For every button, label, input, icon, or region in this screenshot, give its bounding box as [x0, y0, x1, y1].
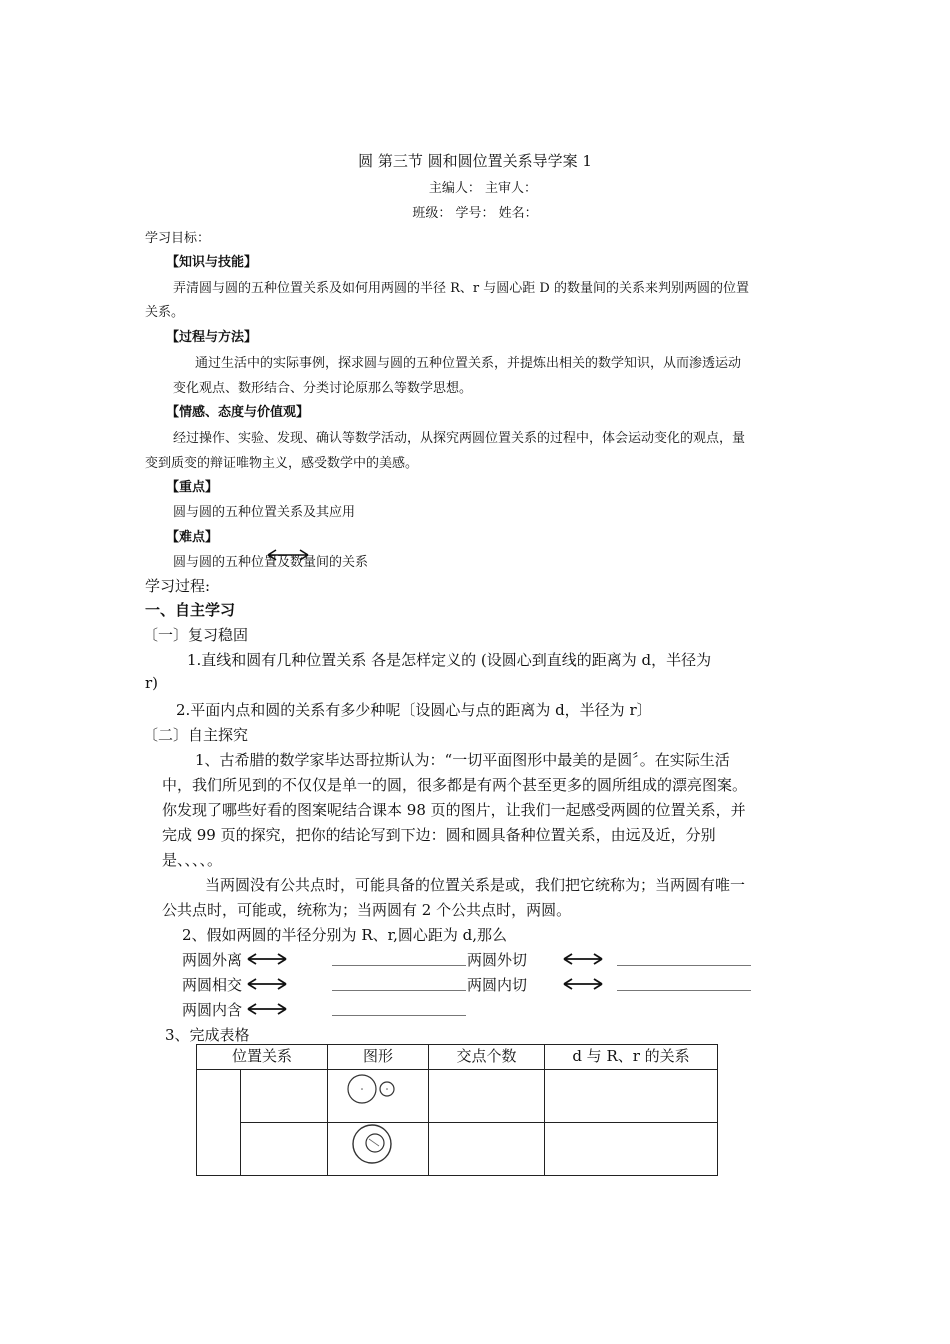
table-cell[interactable] — [545, 1070, 718, 1123]
knowledge-text-1: 弄清圆与圆的五种位置关系及如何用两圆的半径 R、r 与圆心距 D 的数量间的关系来判别两圆的位置 — [173, 281, 749, 296]
table-cell[interactable] — [197, 1070, 241, 1176]
table-header-cell: 交点个数 — [429, 1045, 545, 1070]
relation-contain-label: 两圆内含 — [182, 1001, 243, 1019]
process-text-2: 变化观点、数形结合、分类讨论原那么等数学思想。 — [173, 381, 473, 396]
paragraph-1-line-4: 完成 99 页的探究，把你的结论写到下边：圆和圆具备种位置关系，由远及近，分别 — [162, 826, 716, 844]
double-arrow-icon — [562, 977, 604, 991]
question-2: 2.平面内点和圆的关系有多少种呢〔设圆心与点的距离为 d，半径为 r〕 — [176, 701, 652, 719]
answer-blank[interactable] — [332, 964, 466, 966]
paragraph-3: 2、假如两圆的半径分别为 R、r,圆心距为 d,那么 — [182, 926, 508, 944]
table-cell — [328, 1123, 429, 1176]
paragraph-1-line-5: 是、、、、。 — [162, 851, 223, 869]
relations-table — [196, 1044, 718, 1176]
process-label: 学习过程: — [145, 577, 211, 595]
table-row — [197, 1123, 718, 1176]
objectives-label: 学习目标： — [145, 231, 211, 246]
answer-blank[interactable] — [332, 1014, 466, 1016]
explore-heading: 〔二〕自主探究 — [143, 726, 249, 744]
table-cell[interactable] — [429, 1123, 545, 1176]
section-self-study: 一、自主学习 — [145, 601, 236, 619]
table-cell[interactable] — [241, 1123, 328, 1176]
review-heading: 〔一〕复习稳固 — [143, 626, 249, 644]
relation-int-tangent-label: 两圆内切 — [467, 976, 528, 994]
double-arrow-icon — [266, 548, 310, 562]
knowledge-heading: 【知识与技能】 — [166, 255, 258, 270]
process-heading: 【过程与方法】 — [166, 330, 258, 345]
table-cell — [328, 1070, 429, 1123]
table-header-row — [197, 1045, 718, 1070]
paragraph-2-line-2: 公共点时，可能或，统称为；当两圆有 2 个公共点时，两圆。 — [162, 901, 572, 919]
circles-external-figure — [329, 1070, 427, 1118]
attitude-heading: 【情感、态度与价值观】 — [166, 405, 310, 420]
page-title: 圆 第三节 圆和圆位置关系导学案 1 — [358, 152, 592, 170]
double-arrow-icon — [246, 977, 288, 991]
attitude-text-2: 变到质变的辩证唯物主义，感受数学中的美感。 — [145, 456, 419, 471]
table-header-cell: d 与 R、r 的关系 — [545, 1045, 718, 1070]
editors-line: 主编人： 主审人： — [428, 181, 538, 196]
knowledge-text-2: 关系。 — [145, 305, 185, 320]
student-info-line: 班级： 学号： 姓名： — [412, 206, 538, 221]
relation-external-label: 两圆外离 — [182, 951, 243, 969]
answer-blank[interactable] — [617, 989, 751, 991]
double-arrow-icon — [562, 952, 604, 966]
key-point-text: 圆与圆的五种位置关系及其应用 — [173, 505, 356, 520]
process-text-1: 通过生活中的实际事例，探求圆与圆的五种位置关系，并提炼出相关的数学知识，从而渗透运动 — [195, 356, 742, 371]
table-cell[interactable] — [241, 1070, 328, 1123]
double-arrow-icon — [246, 1002, 288, 1016]
paragraph-4: 3、完成表格 — [165, 1026, 250, 1044]
table-row — [197, 1070, 718, 1123]
paragraph-2-line-1: 当两圆没有公共点时，可能具备的位置关系是或，我们把它统称为；当两圆有唯一 — [205, 876, 746, 894]
difficulty-heading: 【难点】 — [166, 530, 219, 545]
table-cell[interactable] — [429, 1070, 545, 1123]
difficulty-text: 圆与圆的五种位置及数量间的关系 — [173, 555, 369, 570]
relation-ext-tangent-label: 两圆外切 — [467, 951, 528, 969]
question-1-line-2: r) — [145, 674, 159, 692]
question-1-line-1: 1.直线和圆有几种位置关系 各是怎样定义的 (设圆心到直线的距离为 d，半径为 — [187, 651, 712, 669]
table-header-cell: 位置关系 — [197, 1045, 328, 1070]
key-point-heading: 【重点】 — [166, 480, 219, 495]
table-header-cell: 图形 — [328, 1045, 429, 1070]
relation-intersect-label: 两圆相交 — [182, 976, 243, 994]
answer-blank[interactable] — [332, 989, 466, 991]
double-arrow-icon — [246, 952, 288, 966]
attitude-text-1: 经过操作、实验、发现、确认等数学活动，从探究两圆位置关系的过程中，体会运动变化的观点，量 — [173, 431, 746, 446]
paragraph-1-line-3: 你发现了哪些好看的图案呢结合课本 98 页的图片，让我们一起感受两圆的位置关系，并 — [162, 801, 746, 819]
circles-contained-figure — [329, 1123, 427, 1171]
paragraph-1-line-2: 中，我们所见到的不仅仅是单一的圆，很多都是有两个甚至更多的圆所组成的漂亮图案。 — [162, 776, 748, 794]
table-cell[interactable] — [545, 1123, 718, 1176]
answer-blank[interactable] — [617, 964, 751, 966]
paragraph-1-line-1: 1、古希腊的数学家毕达哥拉斯认为：“一切平面图形中最美的是圆〞。在实际生活 — [195, 751, 730, 769]
